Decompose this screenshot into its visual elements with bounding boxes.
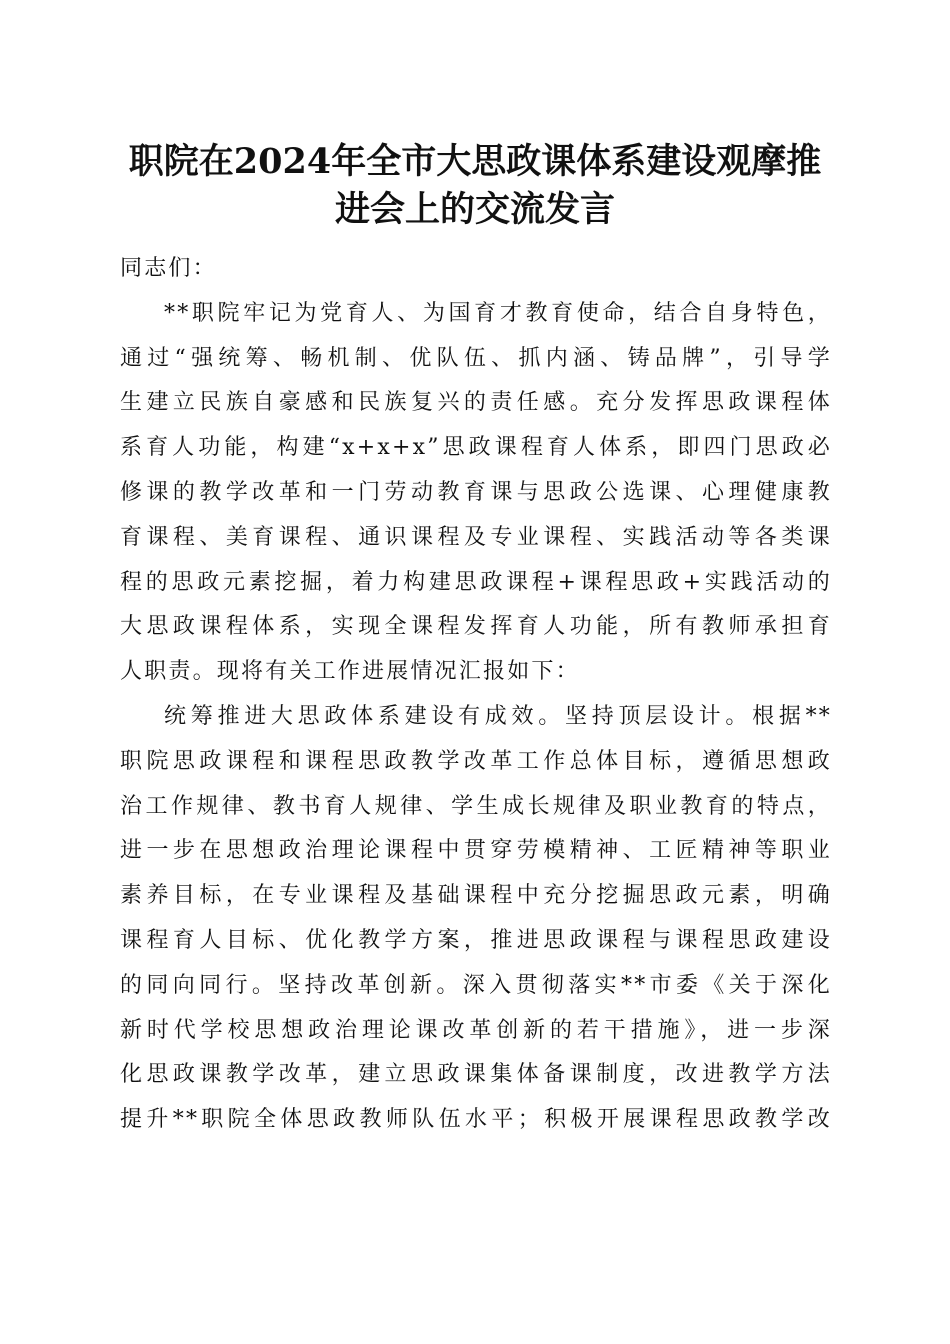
salutation: 同志们： <box>120 256 217 281</box>
paragraph-1-line: 通过“强统筹、畅机制、优队伍、抓内涵、铸品牌”，引导学 <box>120 345 832 371</box>
paragraph-1-line: **职院牢记为党育人、为国育才教育使命，结合自身特色， <box>164 300 832 326</box>
document-body <box>120 247 832 1143</box>
paragraph-1-line: 育课程、美育课程、通识课程及专业课程、实践活动等各类课 <box>120 524 832 550</box>
paragraph-2-line: 的同向同行。坚持改革创新。深入贯彻落实**市委《关于深化 <box>120 972 832 998</box>
paragraph-2-line: 职院思政课程和课程思政教学改革工作总体目标，遵循思想政 <box>120 748 832 774</box>
paragraph-2-line: 治工作规律、教书育人规律、学生成长规律及职业教育的特点， <box>120 793 832 819</box>
document-title-line-2: 进会上的交流发言 <box>334 189 615 230</box>
paragraph-1-line: 生建立民族自豪感和民族复兴的责任感。充分发挥思政课程体 <box>120 390 832 416</box>
paragraph-1-line: 系育人功能，构建“x+x+x”思政课程育人体系，即四门思政必 <box>120 435 832 461</box>
paragraph-1-line: 修课的教学改革和一门劳动教育课与思政公选课、心理健康教 <box>120 479 832 505</box>
paragraph-2-line: 素养目标，在专业课程及基础课程中充分挖掘思政元素，明确 <box>120 883 832 909</box>
paragraph-2-line: 化思政课教学改革，建立思政课集体备课制度，改进教学方法 <box>120 1062 832 1088</box>
paragraph-2-line: 新时代学校思想政治理论课改革创新的若干措施》，进一步深 <box>120 1017 832 1043</box>
paragraph-1-line: 人职责。现将有关工作进展情况汇报如下： <box>120 659 580 685</box>
paragraph-1-line: 大思政课程体系，实现全课程发挥育人功能，所有教师承担育 <box>120 614 832 640</box>
paragraph-1-line: 程的思政元素挖掘，着力构建思政课程+课程思政+实践活动的 <box>120 569 832 595</box>
document-title-line-1: 职院在2024年全市大思政课体系建设观摩推 <box>128 141 822 182</box>
paragraph-2-line: 课程育人目标、优化教学方案，推进思政课程与课程思政建设 <box>120 927 832 953</box>
paragraph-2-line: 进一步在思想政治理论课程中贯穿劳模精神、工匠精神等职业 <box>120 838 832 864</box>
paragraph-2-line: 统筹推进大思政体系建设有成效。坚持顶层设计。根据** <box>164 703 832 729</box>
paragraph-2-line: 提升**职院全体思政教师队伍水平；积极开展课程思政教学改 <box>120 1107 832 1133</box>
